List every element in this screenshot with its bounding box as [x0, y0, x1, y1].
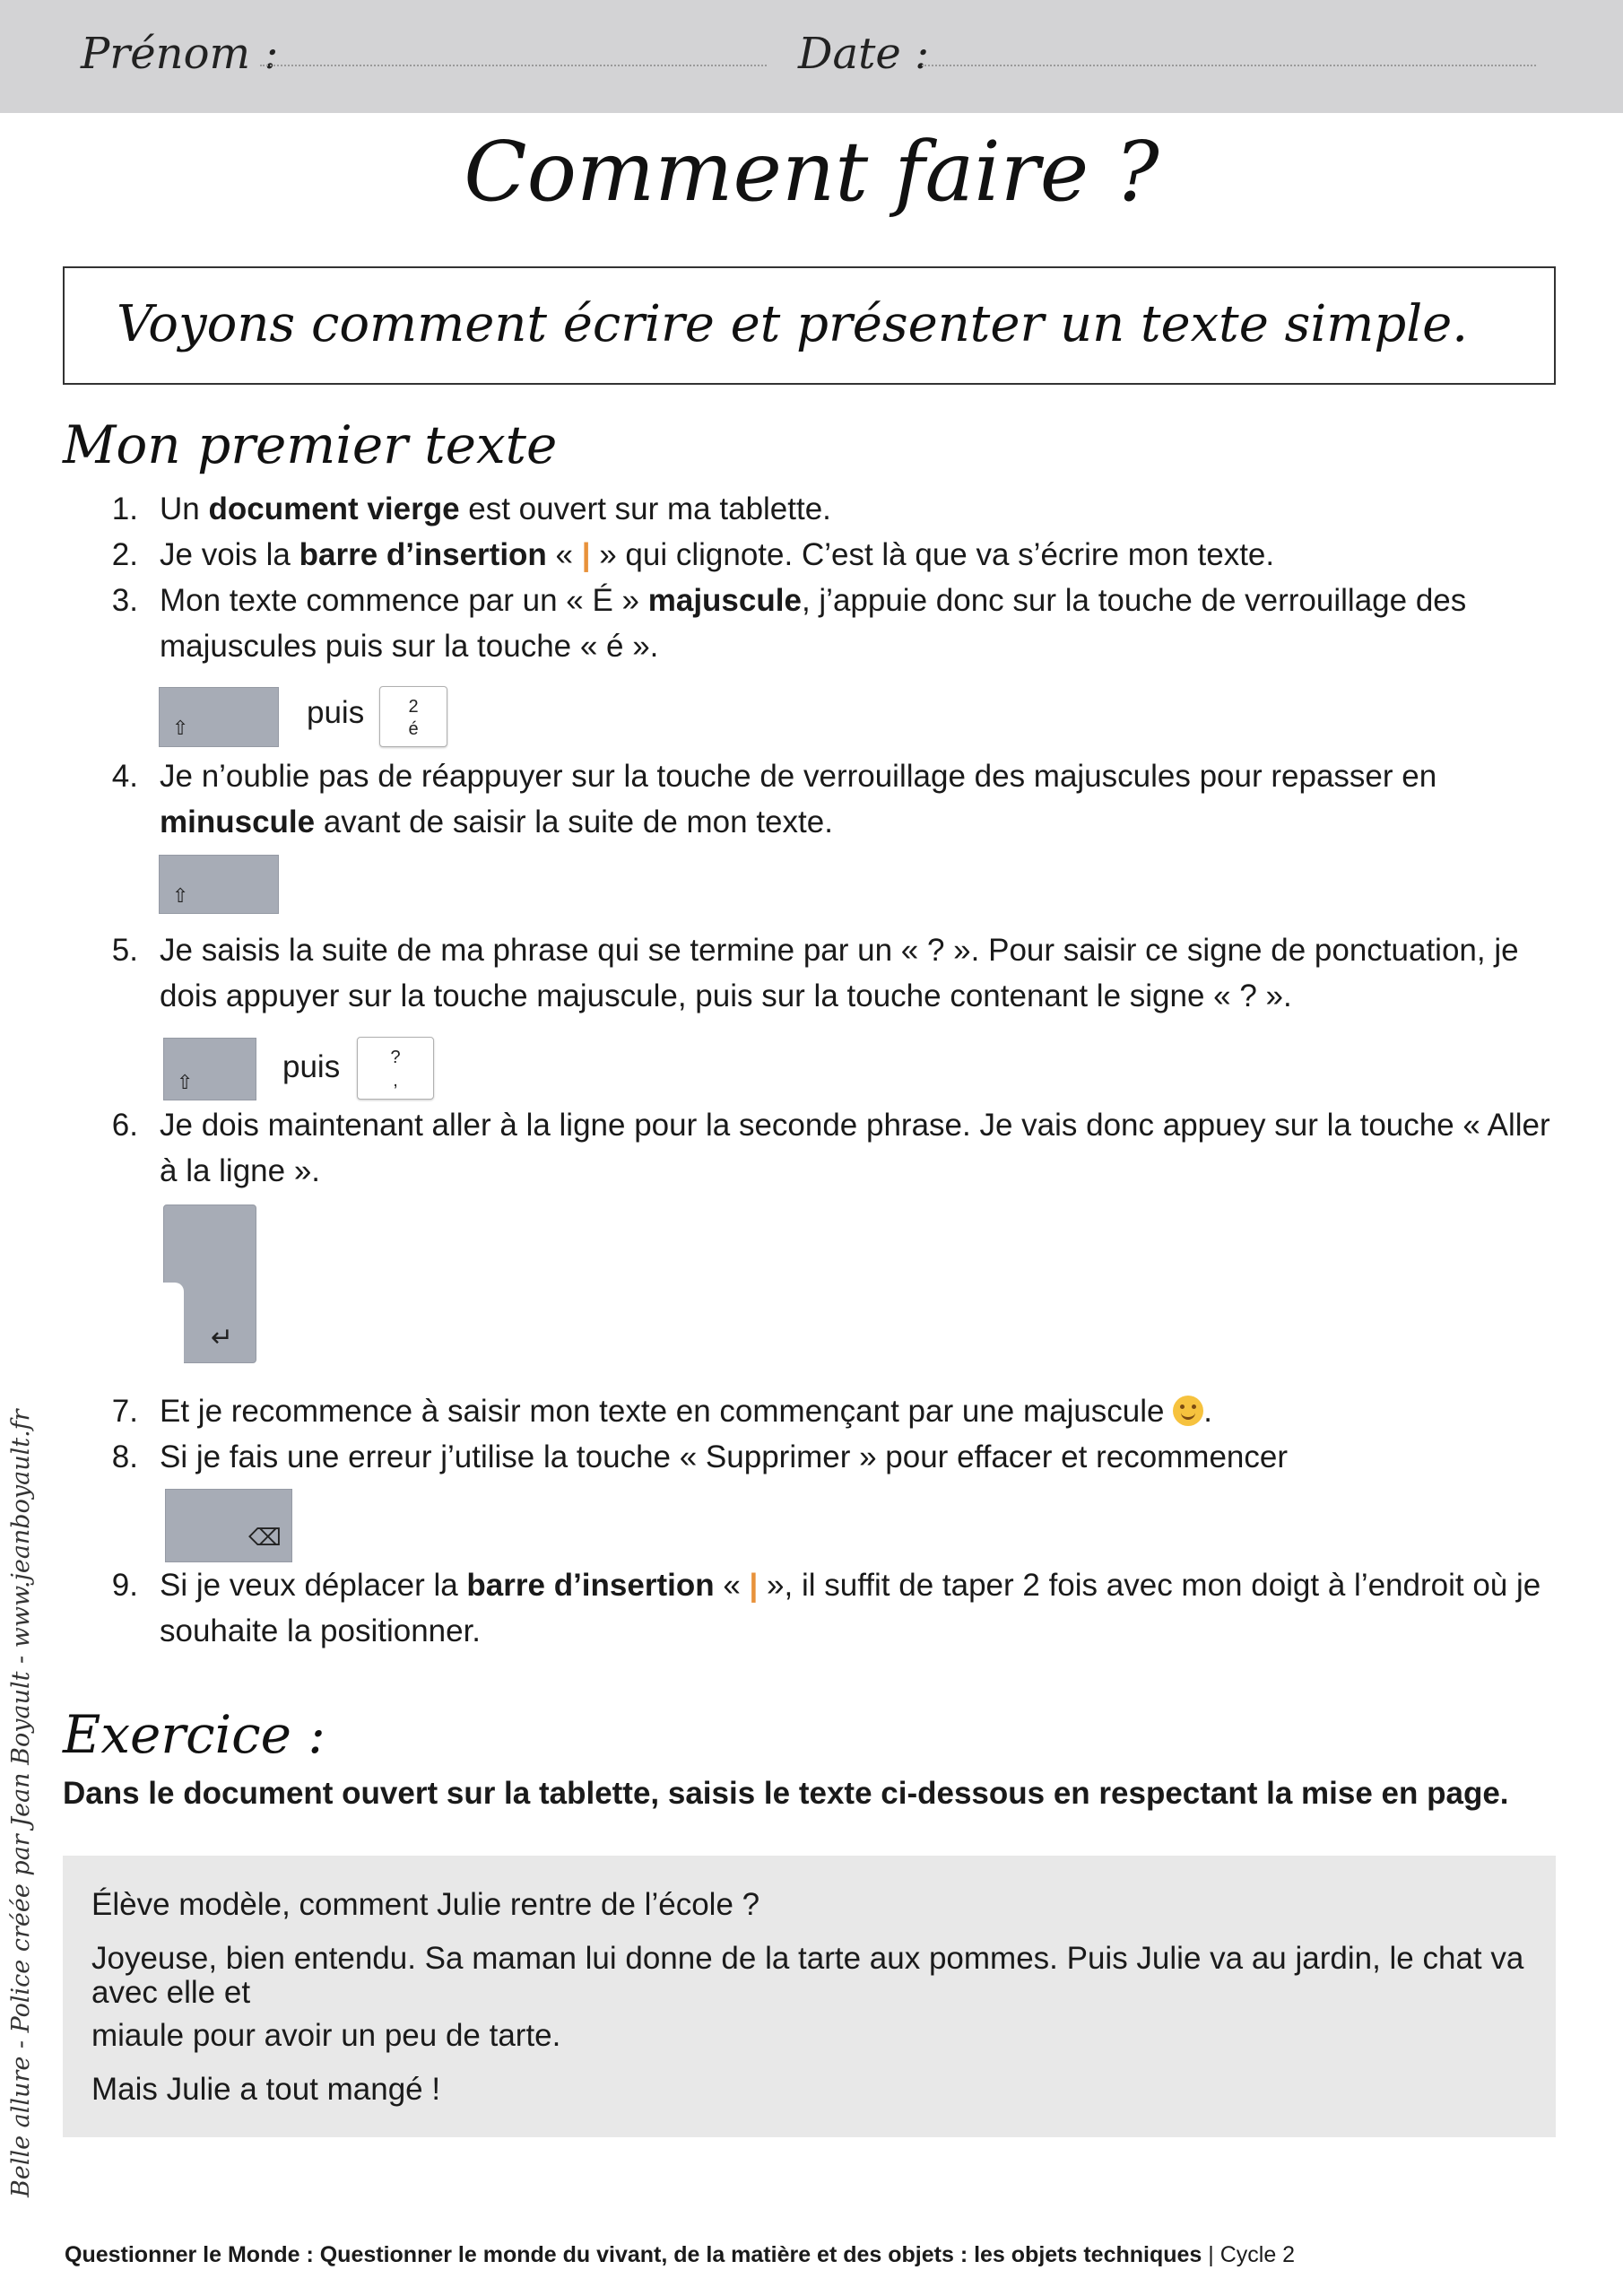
step-number: 3. [111, 583, 138, 618]
step-number: 1. [111, 491, 138, 526]
model-line: Élève modèle, comment Julie rentre de l’école ? [91, 1887, 760, 1922]
shift-icon: ⇧ [172, 717, 189, 739]
shift-icon: ⇧ [177, 1071, 194, 1093]
step-number: 4. [111, 759, 138, 794]
date-label: Date : [798, 29, 930, 79]
step-text: Je dois maintenant aller à la ligne pour la seconde phrase. Je vais donc appuey sur la touche « Aller à la ligne ». [160, 1108, 1550, 1188]
prenom-label: Prénom : [81, 29, 279, 79]
exercise-instruction: Dans le document ouvert sur la tablette, saisis le texte ci-dessous en respectant la mise en page. [63, 1776, 1509, 1811]
date-dotted-line[interactable] [922, 65, 1536, 66]
footer [65, 2242, 1295, 2268]
question-mark-key: ? , [357, 1037, 434, 1100]
intro-box [63, 266, 1556, 385]
model-line: Mais Julie a tout mangé ! [91, 2072, 441, 2107]
section-title: Mon premier texte [63, 414, 558, 475]
step-number: 6. [111, 1108, 138, 1143]
step-number: 9. [111, 1568, 138, 1603]
backspace-icon: ⌫ [248, 1524, 282, 1551]
e-accent-key: 2 é [379, 686, 447, 747]
step-number: 8. [111, 1439, 138, 1474]
shift-icon: ⇧ [172, 884, 189, 907]
model-line: miaule pour avoir un peu de tarte. [91, 2018, 561, 2053]
step-number: 5. [111, 933, 138, 968]
prenom-dotted-line[interactable] [260, 65, 767, 66]
step-text: Mon texte commence par un « É » majuscule, j’appuie donc sur la touche de verrouillage des majuscules puis sur la touche « é ». [160, 583, 1467, 664]
insertion-bar-glyph: | [581, 537, 591, 572]
delete-key [165, 1489, 292, 1562]
step-text: Si je fais une erreur j’utilise la touche « Supprimer » pour effacer et recommencer [160, 1439, 1289, 1474]
exercise-title: Exercice : [63, 1704, 325, 1765]
page-title: Comment faire ? [464, 124, 1159, 220]
step-text: Et je recommence à saisir mon texte en commençant par une majuscule . [160, 1394, 1212, 1429]
enter-icon: ↵ [211, 1323, 234, 1352]
puis-label: puis [307, 695, 365, 730]
shift-key [163, 1038, 256, 1100]
font-credit: Belle allure - Police créée par Jean Boyault - www.jeanboyault.fr [7, 1409, 35, 2197]
model-line: Joyeuse, bien entendu. Sa maman lui donne de la tarte aux pommes. Puis Julie va au jardin, le chat va avec elle et [91, 1941, 1524, 2010]
step-text: Je vois la barre d’insertion « | » qui clignote. C’est là que va s’écrire mon texte. [160, 537, 1275, 572]
step-text: Je n’oublie pas de réappuyer sur la touche de verrouillage des majuscules pour repasser en minuscule avant de saisir la suite de mon texte. [160, 759, 1437, 839]
footer-subject: Questionner le Monde : Questionner le monde du vivant, de la matière et des objets : les objets techniques [65, 2242, 1202, 2267]
shift-key [159, 855, 279, 914]
puis-label: puis [282, 1049, 341, 1084]
footer-cycle: | Cycle 2 [1202, 2242, 1296, 2267]
shift-key [159, 687, 279, 747]
enter-key [163, 1205, 256, 1363]
step-text: Un document vierge est ouvert sur ma tablette. [160, 491, 831, 526]
step-text: Si je veux déplacer la barre d’insertion « | », il suffit de taper 2 fois avec mon doigt à l’endroit où je souhaite la positionner. [160, 1568, 1541, 1648]
step-number: 2. [111, 537, 138, 572]
insertion-bar-glyph: | [749, 1568, 759, 1603]
step-number: 7. [111, 1394, 138, 1429]
smiley-icon [1173, 1396, 1203, 1426]
step-text: Je saisis la suite de ma phrase qui se termine par un « ? ». Pour saisir ce signe de ponctuation, je dois appuyer sur la touche majuscule, puis sur la touche contenant le signe « ? ». [160, 933, 1519, 1013]
intro-text: Voyons comment écrire et présenter un texte simple. [117, 295, 1469, 353]
exercise-model-box [63, 1856, 1556, 2137]
